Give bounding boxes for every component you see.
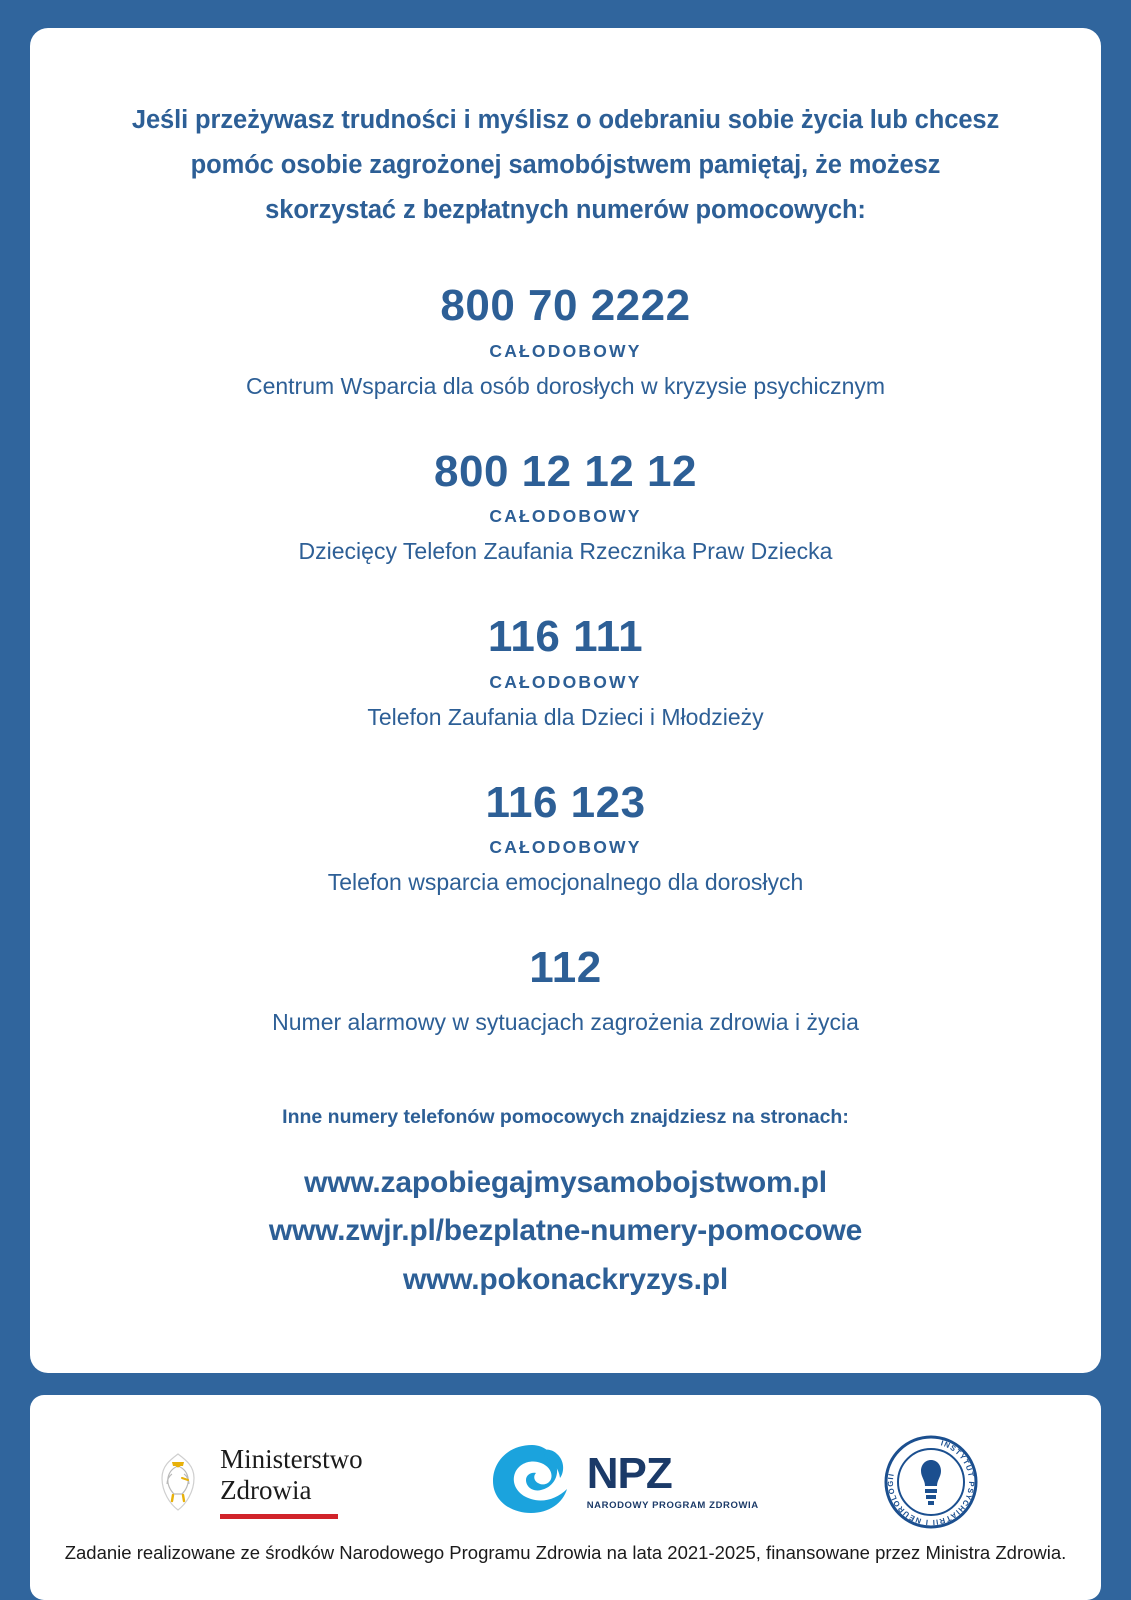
npz-text-block [586,1449,759,1511]
helpline-availability: CAŁODOBOWY [489,340,642,361]
ministry-line-2: Zdrowia [220,1474,312,1505]
website-link[interactable]: www.pokonackryzys.pl [403,1262,728,1296]
ministry-of-health-logo [152,1444,363,1518]
logo-row [50,1428,1081,1530]
website-link[interactable]: www.zapobiegajmysamobojstwom.pl [304,1165,827,1199]
helpline-availability: CAŁODOBOWY [489,837,642,858]
helpline-number[interactable]: 116 123 [485,777,646,827]
main-content-card [30,28,1101,1373]
polish-eagle-icon [152,1452,204,1512]
ministry-line-1: Ministerstwo [220,1444,363,1475]
institute-name-text: INSTYTUT PSYCHIATRII I NEUROLOGII [885,1437,976,1527]
helpline-availability: CAŁODOBOWY [489,671,642,692]
npz-acronym: NPZ [586,1449,672,1498]
intro-text: Jeśli przeżywasz trudności i myślisz o odebraniu sobie życia lub chcesz pomóc osobie zagrożonej samobójstwem pamiętaj, że możesz skorzystać z bezpłatnych numerów pomocowych: [131,106,1000,225]
helpline-availability: CAŁODOBOWY [489,506,642,527]
npz-swirl-icon [487,1439,577,1524]
helpline-description: Dziecięcy Telefon Zaufania Rzecznika Praw Dziecka [298,538,833,565]
helpline-number[interactable]: 800 12 12 12 [434,446,697,496]
npz-logo [487,1439,759,1524]
helpline-entry [90,778,1041,898]
helpline-description: Telefon Zaufania dla Dzieci i Młodzieży [367,703,764,730]
helpline-entry [90,281,1041,401]
helpline-entry [90,612,1041,732]
website-link[interactable]: www.zwjr.pl/bezplatne-numery-pomocowe [268,1214,863,1248]
funding-note: Zadanie realizowane ze środków Narodowego Programu Zdrowia na lata 2021-2025, finansowane przez Ministra Zdrowia. [64,1541,1067,1563]
helpline-entry [90,943,1041,1037]
helpline-number[interactable]: 800 70 2222 [440,281,691,331]
websites-list [90,1159,1041,1305]
helpline-list [90,281,1041,1037]
other-numbers-heading: Inne numery telefonów pomocowych znajdziesz na stronach: [282,1105,849,1128]
institute-logo [883,1434,979,1530]
ministry-red-bar [220,1514,338,1519]
npz-full-name: NARODOWY PROGRAM ZDROWIA [586,1500,759,1511]
helpline-description: Centrum Wsparcia dla osób dorosłych w kryzysie psychicznym [245,372,886,399]
helpline-number[interactable]: 112 [529,943,602,993]
helpline-description: Numer alarmowy w sytuacjach zagrożenia zdrowia i życia [272,1008,859,1035]
ministry-name [220,1444,363,1518]
helpline-description: Telefon wsparcia emocjonalnego dla dorosłych [327,869,804,896]
helpline-entry [90,447,1041,567]
helpline-number[interactable]: 116 111 [487,612,644,662]
footer-card [30,1395,1101,1600]
